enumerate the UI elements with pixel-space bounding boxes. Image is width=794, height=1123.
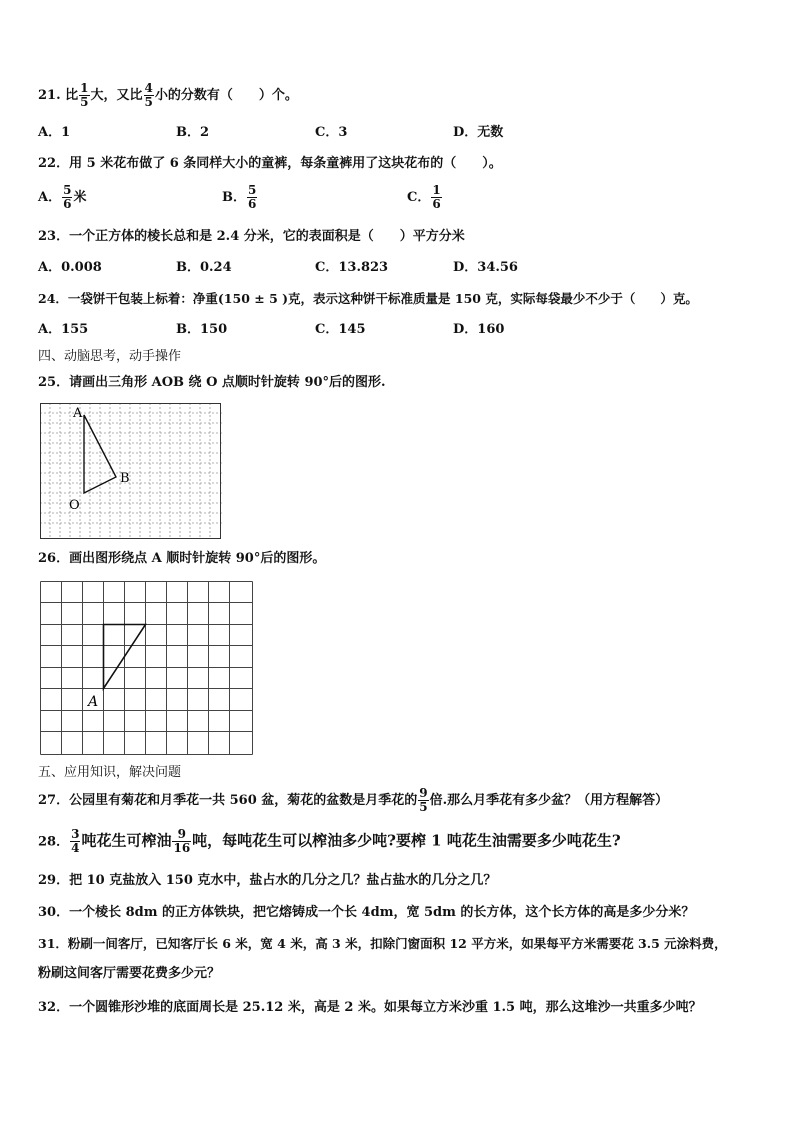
section-heading: 四、动脑思考，动手操作 (38, 349, 182, 364)
q23-option-c[interactable]: C．13.823 (315, 260, 389, 275)
q28-text: 28． $\frac{3}{4}$ 吨花生可榨油 $\frac{9}{16}$ 吨，每吨花生可以榨油多少吨?要榨 1 吨花生油需要多少吨花生? (38, 827, 621, 855)
q21-line: 21. 比 $\frac{1}{5}$ 大，又比 $\frac{4}{5}$ 小的分数有（ ）个。 (38, 81, 298, 109)
q26-text: 26．画出图形绕点 A 顺时针旋转 90°后的图形。 (38, 551, 326, 566)
q31-text-line2: 粉刷这间客厅需要花费多少元？ (38, 966, 221, 981)
q21-option-b[interactable]: B．2 (176, 125, 210, 140)
q25-grid-figure[interactable] (40, 403, 222, 539)
fraction: $\frac{3}{4}$ (71, 827, 80, 855)
label-a: A (88, 694, 99, 710)
fraction: $\frac{1}{5}$ (80, 81, 89, 109)
q21-option-a[interactable]: A．1 (38, 125, 71, 140)
q21-option-d[interactable]: D．无数 (453, 125, 504, 140)
q22-option-a[interactable]: A． $\frac{5}{6}$ 米 (38, 183, 87, 211)
q21-option-c[interactable]: C．3 (315, 125, 348, 140)
triangle-aob (84, 415, 116, 493)
grid-lines (41, 582, 253, 755)
fraction: $\frac{9}{5}$ (419, 786, 428, 814)
fraction: $\frac{1}{6}$ (432, 183, 441, 211)
q23-option-b[interactable]: B．0.24 (176, 260, 232, 275)
q23-option-d[interactable]: D．34.56 (453, 260, 518, 275)
q24-option-b[interactable]: B．150 (176, 322, 228, 337)
fraction: $\frac{5}{6}$ (63, 183, 72, 211)
q24-option-c[interactable]: C．145 (315, 322, 366, 337)
q22-option-b[interactable]: B． $\frac{5}{6}$ (222, 183, 257, 211)
q29-text: 29．把 10 克盐放入 150 克水中，盐占水的几分之几？盐占盐水的几分之几？ (38, 873, 497, 888)
q24-option-a[interactable]: A．155 (38, 322, 89, 337)
fraction: $\frac{5}{6}$ (248, 183, 257, 211)
q27-text: 27．公园里有菊花和月季花一共 560 盆，菊花的盆数是月季花的 $\frac{9}{5}$ 倍.那么月季花有多少盆？（用方程解答） (38, 786, 669, 814)
q25-text: 25．请画出三角形 AOB 绕 O 点顺时针旋转 90°后的图形. (38, 375, 386, 390)
q30-text: 30．一个棱长 8dm 的正方体铁块，把它熔铸成一个长 4dm，宽 5dm 的长方体，这个长方体的高是多少分米？ (38, 905, 695, 920)
fraction: $\frac{9}{16}$ (173, 827, 191, 855)
q23-option-a[interactable]: A．0.008 (38, 260, 102, 275)
q23-text: 23．一个正方体的棱长总和是 2.4 分米，它的表面积是（ ）平方分米 (38, 229, 465, 244)
q32-text: 32．一个圆锥形沙堆的底面周长是 25.12 米，高是 2 米。如果每立方米沙重 1.5 吨，那么这堆沙一共重多少吨？ (38, 1000, 702, 1015)
q22-option-c[interactable]: C． $\frac{1}{6}$ (407, 183, 441, 211)
q24-text: 24．一袋饼干包装上标着：净重(150 ± 5 )克，表示这种饼干标准质量是 150 克，实际每袋最少不少于（ ）克。 (38, 291, 698, 306)
grid-border (41, 404, 221, 539)
label-b: B (120, 471, 130, 486)
q24-option-d[interactable]: D．160 (453, 322, 505, 337)
section-heading: 五、应用知识，解决问题 (38, 765, 182, 780)
grid-lines (40, 403, 222, 539)
q22-text: 22．用 5 米花布做了 6 条同样大小的童裤，每条童裤用了这块花布的（ ）。 (38, 156, 502, 171)
q31-text-line1: 31．粉刷一间客厅，已知客厅长 6 米，宽 4 米，高 3 米，扣除门窗面积 12 平方米，如果每平方米需要花 3.5 元涂料费， (38, 936, 727, 951)
label-o: O (69, 498, 80, 513)
fraction: $\frac{4}{5}$ (144, 81, 153, 109)
label-a: A (73, 406, 83, 421)
q26-grid-figure[interactable] (40, 581, 255, 755)
